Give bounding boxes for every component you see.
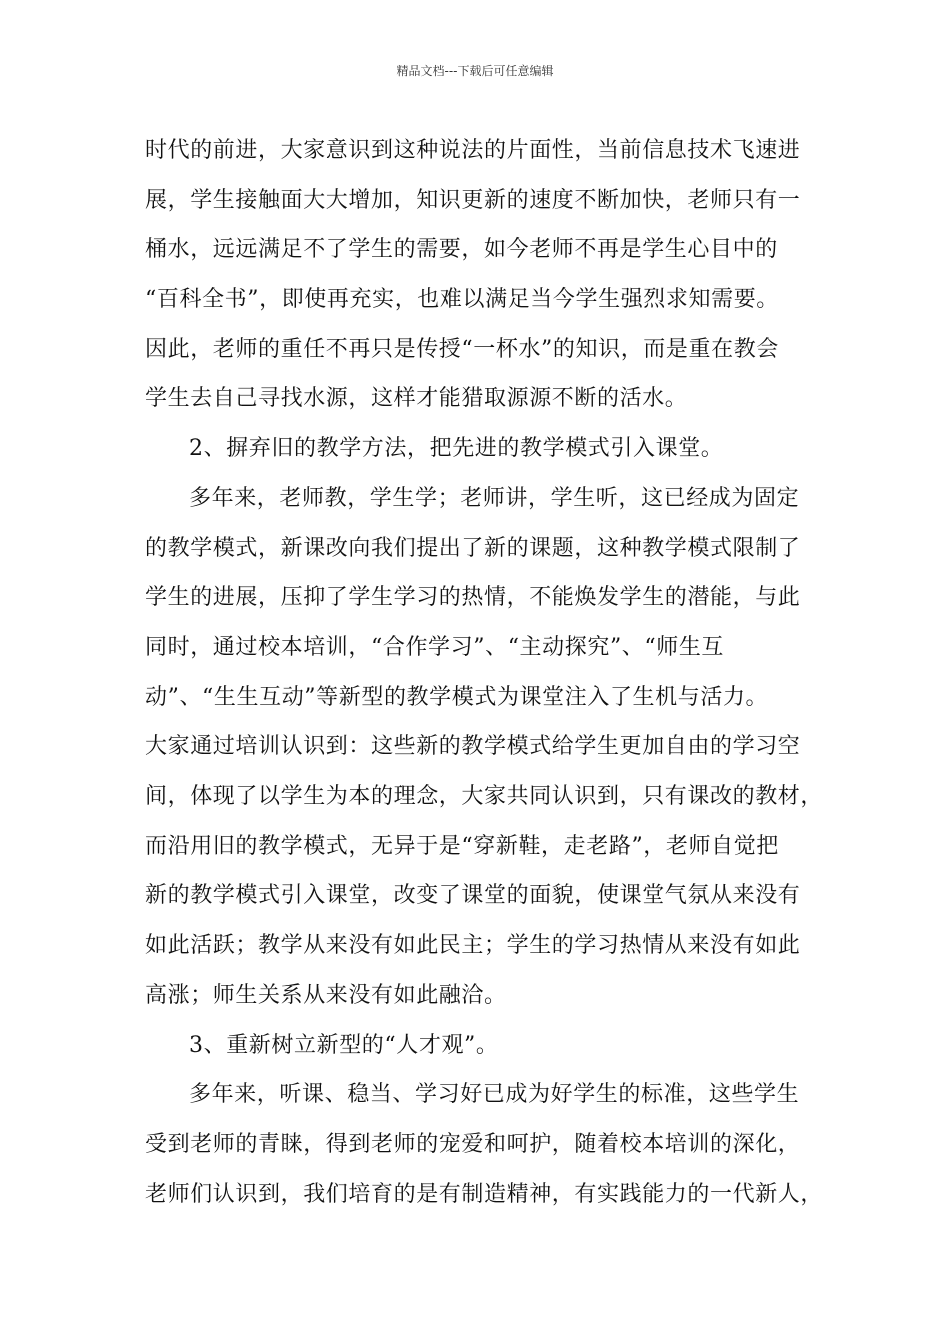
text-line: 老师们认识到，我们培育的是有制造精神，有实践能力的一代新人， [145, 1182, 824, 1207]
text-line: 学生的进展，压抑了学生学习的热情，不能焕发学生的潜能，与此 [145, 585, 801, 610]
text-line: 多年来，老师教，学生学；老师讲，学生听，这已经成为固定 [189, 486, 800, 511]
text-line: 桶水，远远满足不了学生的需要，如今老师不再是学生心目中的 [145, 237, 778, 262]
text-line: 大家通过培训认识到：这些新的教学模式给学生更加自由的学习空 [145, 734, 801, 759]
page-header: 精品文档---下载后可任意编辑 [396, 64, 554, 78]
text-line: 动”、“生生互动”等新型的教学模式为课堂注入了生机与活力。 [145, 685, 769, 710]
text-line: 展，学生接触面大大增加，知识更新的速度不断加快，老师只有一 [145, 188, 801, 213]
text-line: 的教学模式，新课改向我们提出了新的课题，这种教学模式限制了 [145, 536, 801, 561]
text-line: 高涨；师生关系从来没有如此融洽。 [145, 983, 507, 1008]
text-line: 新的教学模式引入课堂，改变了课堂的面貌，使课堂气氛从来没有 [145, 883, 801, 908]
text-line: 因此，老师的重任不再只是传授“一杯水”的知识，而是重在教会 [145, 337, 779, 362]
text-line: 多年来，听课、稳当、学习好已成为好学生的标准，这些学生 [189, 1082, 800, 1107]
text-line: 而沿用旧的教学模式，无异于是“穿新鞋，走老路”，老师自觉把 [145, 834, 779, 859]
text-line: 受到老师的青睐，得到老师的宠爱和呵护，随着校本培训的深化， [145, 1132, 801, 1157]
text-line: 时代的前进，大家意识到这种说法的片面性，当前信息技术飞速进 [145, 138, 801, 163]
section-heading: 3、重新树立新型的“人才观”。 [189, 1033, 499, 1058]
text-line: “百科全书”，即使再充实，也难以满足当今学生强烈求知需要。 [145, 287, 779, 312]
section-heading: 2、摒弃旧的教学方法，把先进的教学模式引入课堂。 [189, 436, 724, 461]
text-line: 学生去自己寻找水源，这样才能猎取源源不断的活水。 [145, 386, 688, 411]
text-line: 同时，通过校本培训，“合作学习”、“主动探究”、“师生互 [145, 635, 725, 660]
text-line: 间，体现了以学生为本的理念，大家共同认识到，只有课改的教材， [145, 784, 824, 809]
text-line: 如此活跃；教学从来没有如此民主；学生的学习热情从来没有如此 [145, 933, 801, 958]
